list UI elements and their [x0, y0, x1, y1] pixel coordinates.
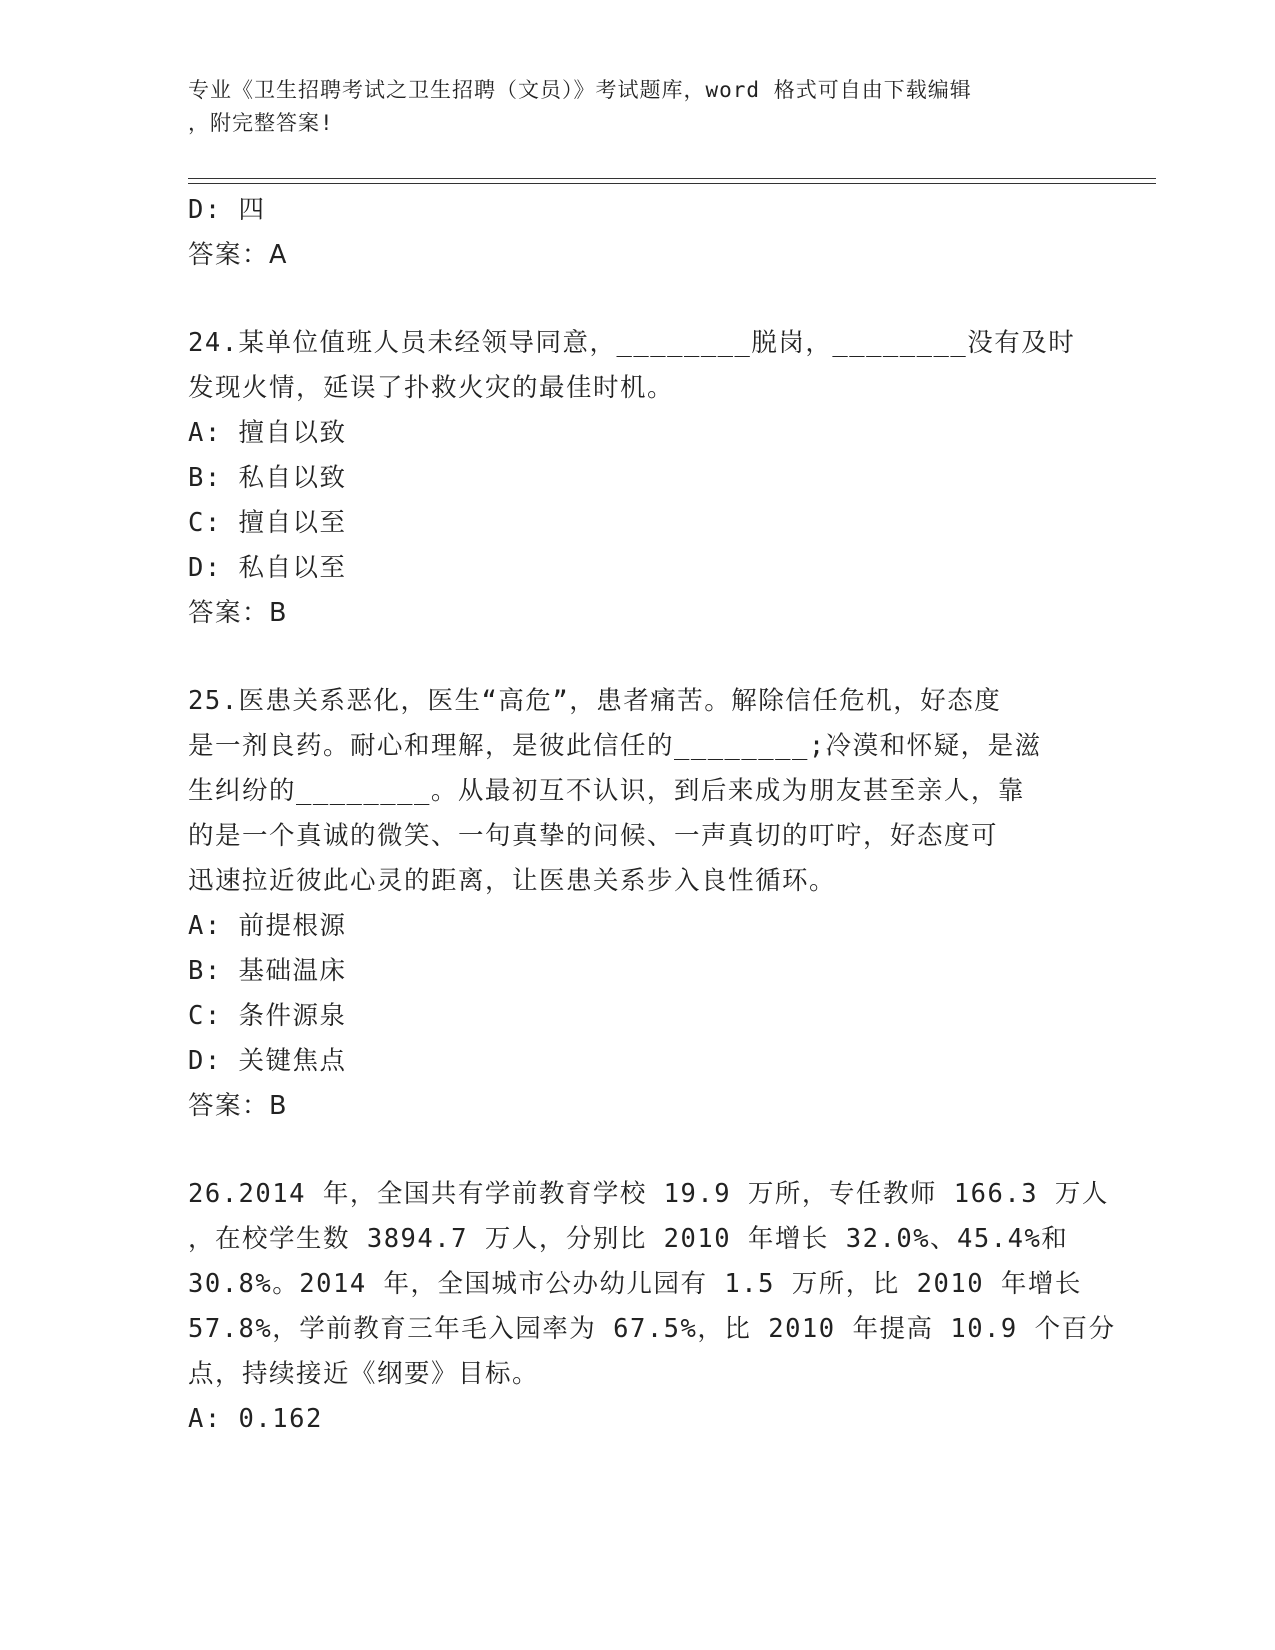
document-header: [188, 74, 1068, 140]
option-b: B: 私自以致: [188, 463, 347, 493]
question-list: [188, 188, 1116, 1442]
question-26: [188, 1172, 1116, 1442]
answer: 答案：B: [188, 1091, 288, 1121]
option-d: D: 关键焦点: [188, 1046, 347, 1076]
prev-answer: 答案：A: [188, 240, 288, 270]
header-line-1: 专业《卫生招聘考试之卫生招聘（文员）》考试题库，word 格式可自由下载编辑: [188, 78, 972, 102]
question-text-line: 25.医患关系恶化，医生“高危”，患者痛苦。解除信任危机，好态度: [188, 686, 1002, 716]
prev-option-d: D: 四: [188, 195, 266, 225]
answer: 答案：B: [188, 598, 288, 628]
question-text-line: 30.8%。2014 年，全国城市公办幼儿园有 1.5 万所，比 2010 年增长: [188, 1269, 1082, 1299]
question-text-line: 的是一个真诚的微笑、一句真挚的问候、一声真切的叮咛，好态度可: [188, 821, 999, 851]
question-text-line: 24.某单位值班人员未经领导同意，________脱岗，________没有及时: [188, 328, 1076, 358]
option-a: A: 0.162: [188, 1404, 323, 1434]
option-a: A: 前提根源: [188, 911, 347, 941]
question-text-line: 发现火情，延误了扑救火灾的最佳时机。: [188, 373, 675, 403]
question-25: [188, 679, 1088, 1129]
option-d: D: 私自以至: [188, 553, 347, 583]
spacer: [188, 278, 1088, 321]
question-text-line: 生纠纷的________。从最初互不认识，到后来成为朋友甚至亲人，靠: [188, 776, 1025, 806]
question-text-line: 是一剂良药。耐心和理解，是彼此信任的________;冷漠和怀疑，是滋: [188, 731, 1042, 761]
header-divider-top: [188, 178, 1156, 179]
spacer: [188, 636, 1088, 679]
option-a: A: 擅自以致: [188, 418, 347, 448]
question-text-line: 57.8%，学前教育三年毛入园率为 67.5%，比 2010 年提高 10.9 个百分: [188, 1314, 1116, 1344]
spacer: [188, 1129, 1088, 1172]
option-c: C: 条件源泉: [188, 1001, 347, 1031]
question-text-line: 迅速拉近彼此心灵的距离，让医患关系步入良性循环。: [188, 866, 837, 896]
question-text-line: ，在校学生数 3894.7 万人，分别比 2010 年增长 32.0%、45.4%和: [188, 1224, 1069, 1254]
header-line-2: ，附完整答案!: [188, 111, 334, 135]
header-divider-bottom: [188, 183, 1156, 184]
option-c: C: 擅自以至: [188, 508, 347, 538]
question-text-line: 点，持续接近《纲要》目标。: [188, 1359, 540, 1389]
question-text-line: 26.2014 年，全国共有学前教育学校 19.9 万所，专任教师 166.3 万人: [188, 1179, 1109, 1209]
question-24: [188, 321, 1088, 636]
option-b: B: 基础温床: [188, 956, 347, 986]
